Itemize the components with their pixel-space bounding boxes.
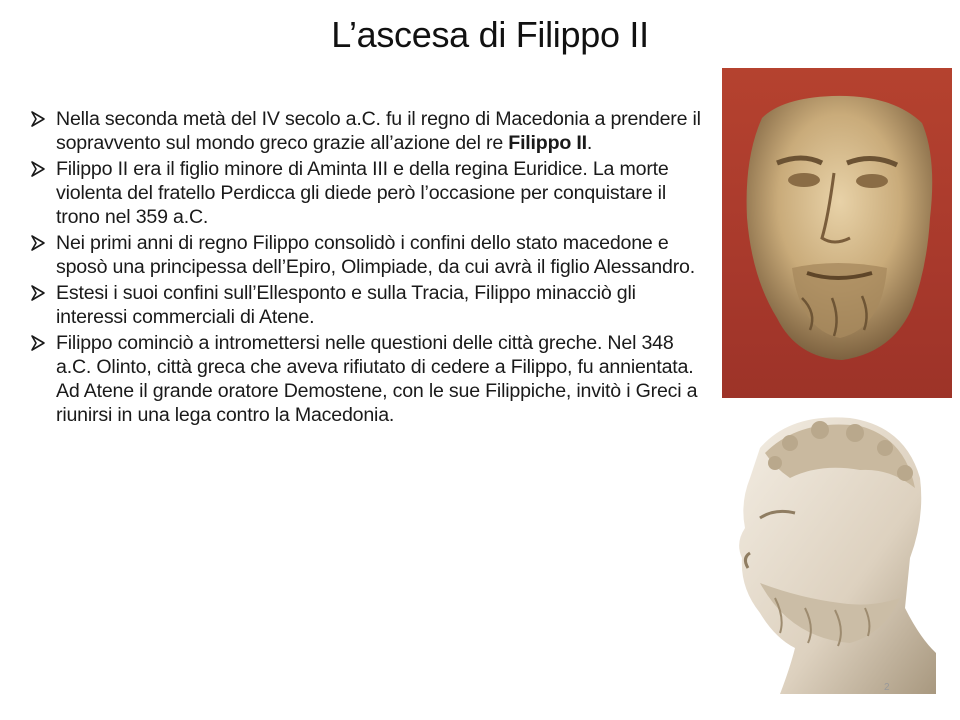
philip-ii-head-photo [722, 68, 952, 398]
bullet-text: Nella seconda metà del IV secolo a.C. fu il regno di Macedonia a prendere il sopravvento sul mondo greco grazie all’azione del re [56, 108, 701, 154]
arrow-bullet-icon [30, 109, 46, 129]
arrow-bullet-icon [30, 159, 46, 179]
bullet-text: Filippo cominciò a intromettersi nelle questioni delle città greche. Nel 348 a.C. Olinto, città greca che aveva rifiutato di cedere a Filippo, fu annientata. Ad Atene il grande oratore Demostene, con le sue Filippiche, invitò i Greci a riunirsi in una lega contro la Macedonia. [56, 332, 698, 426]
bullet-bold-text: Filippo II [508, 132, 587, 154]
arrow-bullet-icon [30, 283, 46, 303]
bullet-item-1 [30, 107, 710, 155]
bullet-item-5 [30, 331, 710, 427]
demosthenes-bust-photo [720, 408, 936, 694]
page-number: 2 [884, 682, 890, 693]
marble-bust-image [720, 408, 936, 694]
bullet-list [30, 107, 710, 429]
bullet-item-3 [30, 231, 710, 279]
arrow-bullet-icon [30, 233, 46, 253]
bullet-text: Filippo II era il figlio minore di Aminta III e della regina Euridice. La morte violenta del fratello Perdicca gli diede però l’occasione per conquistare il trono nel 359 a.C. [56, 158, 669, 228]
arrow-bullet-icon [30, 333, 46, 353]
marble-head-image [722, 68, 952, 398]
bullet-item-2 [30, 157, 710, 229]
bullet-text: Estesi i suoi confini sull’Ellesponto e sulla Tracia, Filippo minacciò gli interessi commerciali di Atene. [56, 282, 636, 328]
bullet-text: Nei primi anni di regno Filippo consolidò i confini dello stato macedone e sposò una principessa dell’Epiro, Olimpiade, da cui avrà il figlio Alessandro. [56, 232, 695, 278]
slide-title: L’ascesa di Filippo II [331, 14, 649, 55]
bullet-text-end: . [586, 132, 593, 154]
bullet-item-4 [30, 281, 710, 329]
